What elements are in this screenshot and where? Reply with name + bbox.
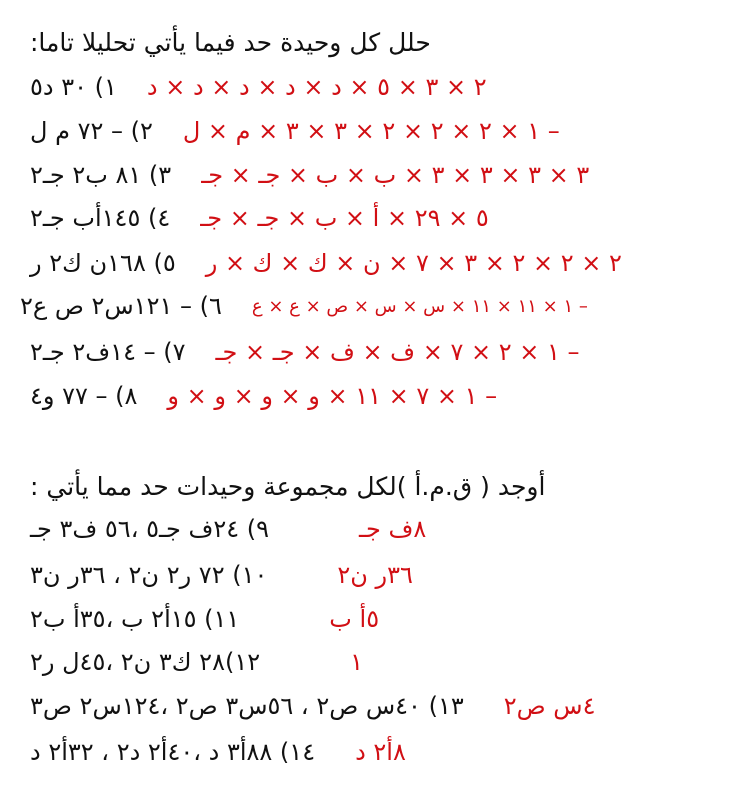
gcf-row-11 [30, 597, 648, 641]
factor-row-8 [30, 374, 648, 418]
gcf-row-10 [30, 553, 648, 597]
gcf-question-13: ١٣) ٤٠س ص٢ ، ٥٦س٣ ص٢ ،١٢٤س٢ ص٣ [30, 692, 464, 720]
section2-heading: أوجد ( ق.م.أ )لكل مجموعة وحيدات حد مما يأتي : [30, 471, 546, 501]
gcf-row-14 [30, 730, 648, 774]
gcf-question-14: ١٤) ٨٨أ٣ د ،٤٠أ٢ د٢ ، ٣٢أ٢ د [30, 738, 316, 766]
gcf-answer-10: ٣٦ر ن٢ [337, 561, 413, 589]
factor-question-6: ٦) – ١٢١س٢ ص ع٢ [20, 292, 222, 320]
gcf-answer-9: ٨ف جـ [359, 515, 427, 543]
factor-row-1 [30, 65, 648, 109]
factor-answer-1: ٢ × ٣ × ٥ × د × د × د × د × د [146, 73, 487, 101]
gcf-question-12: ١٢)٢٨ ك٣ ن٢ ،٤٥ل ر٢ [30, 648, 261, 676]
factor-answer-5: ٢ × ٢ × ٢ × ٣ × ٧ × ن × ك × ك × ر [205, 249, 622, 277]
section2-heading-row [30, 464, 646, 508]
factor-question-4: ٤) ١٤٥أب جـ٢ [30, 204, 171, 232]
factor-question-7: ٧) – ١٤ف٢ جـ٢ [30, 338, 186, 366]
factor-row-4 [30, 196, 648, 240]
section1-heading-row [30, 20, 646, 64]
gcf-row-9 [30, 507, 648, 551]
factor-question-3: ٣) ٨١ ب٢ جـ٢ [30, 161, 172, 189]
factor-row-7 [30, 330, 648, 374]
factor-question-2: ٢) – ٧٢ م ل [30, 117, 153, 145]
factor-question-5: ٥) ١٦٨ن ك٢ ر [30, 249, 176, 277]
factor-answer-3: ٣ × ٣ × ٣ × ٣ × ب × ب × جـ × جـ [201, 161, 590, 189]
gcf-answer-13: ٤س ص٢ [503, 692, 596, 720]
factor-question-1: ١) ٣٠ د٥ [30, 73, 117, 101]
gcf-answer-11: ٥أ ب [329, 605, 380, 633]
gcf-row-12 [30, 640, 648, 684]
gcf-answer-14: ٨أ٢ د [355, 738, 406, 766]
gcf-question-9: ٩) ٢٤ف جـ٥ ،٥٦ ف٣ جـ [30, 515, 269, 543]
gcf-answer-12: ١ [350, 648, 363, 676]
factor-answer-4: ٥ × ٢٩ × أ × ب × جـ × جـ [200, 204, 489, 232]
gcf-question-11: ١١) ١٥أ٢ ب ،٣٥أ ب٢ [30, 605, 240, 633]
factor-question-8: ٨) – ٧٧ و٤ [30, 382, 138, 410]
factor-answer-6: – ١ × ١١ × ١١ × س × س × ص × ع × ع [251, 295, 588, 317]
factor-answer-8: – ١ × ٧ × ١١ × و × و × و × و [167, 382, 498, 410]
gcf-question-10: ١٠) ٧٢ ر٢ ن٢ ، ٣٦ر ن٣ [30, 561, 268, 589]
gcf-row-13 [30, 684, 648, 728]
factor-row-6 [20, 284, 648, 328]
factor-row-5 [30, 241, 648, 285]
factor-answer-2: – ١ × ٢ × ٢ × ٢ × ٣ × ٣ × م × ل [182, 117, 560, 145]
factor-row-2 [30, 109, 648, 153]
factor-answer-7: – ١ × ٢ × ٧ × ف × ف × جـ × جـ [215, 338, 580, 366]
section1-heading: حلل كل وحيدة حد فيما يأتي تحليلا تاما: [30, 27, 431, 57]
factor-row-3 [30, 153, 648, 197]
